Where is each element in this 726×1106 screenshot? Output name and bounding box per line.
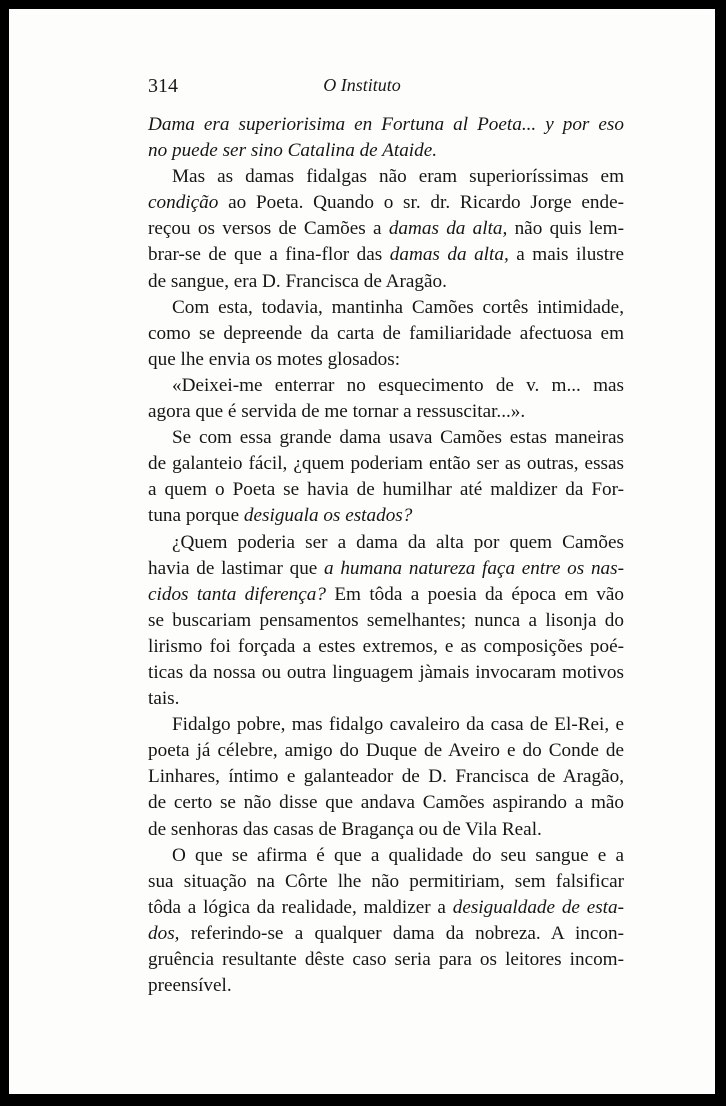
text-run: Linhares, íntimo e galanteador de D. Francisca de Aragão, (148, 766, 624, 788)
italic-run: desiguala os estados? (243, 505, 413, 527)
text-run: tôda a lógica da realidade, maldizer a (148, 896, 453, 918)
italic-run: a humana natureza faça entre os nas- (324, 557, 624, 579)
italic-run: dos, (148, 922, 180, 944)
text-run: de galanteio fácil, ¿quem poderiam então ser as outras, essas (148, 453, 624, 475)
text-run: O que se afirma é que a qualidade do seu sangue e a (172, 844, 624, 866)
italic-run: no puede ser sino Catalina de Ataide. (148, 140, 438, 162)
text-run: «Deixei-me enterrar no esquecimento de v. m... mas (172, 374, 624, 396)
text-run: como se depreende da carta de familiaridade afectuosa em (148, 322, 624, 344)
paragraph (148, 164, 624, 294)
text-run: de sangue, era D. Francisca de Aragão. (148, 270, 447, 292)
text-run: gruência resultante dêste caso seria para os leitores incom- (148, 949, 624, 970)
text-line (148, 738, 624, 764)
text-run: tais. (148, 688, 180, 710)
text-line (148, 921, 624, 947)
text-line (148, 399, 624, 425)
text-run: a mais ilustre (508, 244, 624, 266)
text-run: ¿Quem poderia ser a dama da alta por quem Camões (172, 531, 624, 553)
text-line (148, 634, 624, 660)
text-run: preensível. (148, 975, 232, 997)
text-run: Com esta, todavia, mantinha Camões cortês intimidade, (172, 296, 624, 318)
text-line (148, 817, 624, 843)
paragraph (148, 295, 624, 373)
text-line (148, 869, 624, 895)
text-line (148, 164, 624, 190)
page-header (9, 69, 715, 99)
text-run: ao Poeta. Quando o sr. dr. Ricardo Jorge ende- (218, 192, 624, 214)
text-run: lirismo foi forçada a estes extremos, e as composições poé- (148, 635, 624, 657)
book-page (9, 9, 715, 1094)
paragraph (148, 425, 624, 529)
body-text (148, 112, 624, 999)
text-line (148, 425, 624, 451)
text-line (148, 582, 624, 608)
paragraph (148, 712, 624, 842)
paragraph (148, 373, 624, 425)
text-line (148, 321, 624, 347)
text-run: poeta já célebre, amigo do Duque de Aveiro e do Conde de (148, 740, 624, 762)
text-run: havia de lastimar que (148, 557, 325, 579)
page-number: 314 (148, 75, 178, 97)
text-line (148, 190, 624, 216)
text-run: agora que é servida de me tornar a ressuscitar...». (148, 401, 526, 423)
italic-run: cidos tanta diferença? (148, 583, 326, 605)
text-run: de certo se não disse que andava Camões aspirando a mão (148, 792, 624, 814)
running-title: O Instituto (323, 75, 401, 95)
text-line (148, 295, 624, 321)
text-run: referindo-se a qualquer dama da nobreza. A incon- (179, 922, 624, 944)
text-line (148, 112, 624, 138)
text-line (148, 712, 624, 738)
text-line (148, 947, 624, 973)
text-run: a quem o Poeta se havia de humilhar até maldizer da For- (148, 479, 624, 501)
text-run: tuna porque (148, 505, 244, 527)
paragraph (148, 112, 624, 164)
text-line (148, 843, 624, 869)
text-line (148, 216, 624, 242)
text-run: reçou os versos de Camões a (148, 218, 389, 240)
text-line (148, 764, 624, 790)
text-line (148, 242, 624, 268)
text-line (148, 451, 624, 477)
italic-run: Dama era superiorisima en Fortuna al Poeta... y por eso (148, 114, 624, 135)
text-line (148, 660, 624, 686)
text-line (148, 790, 624, 816)
italic-run: damas da alta, (389, 244, 509, 266)
italic-run: condição (148, 192, 219, 214)
text-run: Em tôda a poesia da época em vão (325, 583, 624, 605)
text-run: sua situação na Côrte lhe não permitiriam, sem falsificar (148, 870, 624, 892)
text-line (148, 347, 624, 373)
text-line (148, 503, 624, 529)
paragraph (148, 530, 624, 713)
text-line (148, 138, 624, 164)
text-line (148, 556, 624, 582)
text-line (148, 895, 624, 921)
text-run: ticas da nossa ou outra linguagem jàmais invocaram motivos (148, 661, 624, 683)
text-run: brar-se de que a fina-flor das (148, 244, 390, 266)
text-line (148, 530, 624, 556)
paragraph (148, 843, 624, 1000)
text-run: de senhoras das casas de Bragança ou de Vila Real. (148, 818, 542, 840)
text-line (148, 477, 624, 503)
text-run: Se com essa grande dama usava Camões estas maneiras (172, 427, 624, 449)
text-line (148, 686, 624, 712)
text-run: Fidalgo pobre, mas fidalgo cavaleiro da casa de El-Rei, e (172, 714, 624, 736)
text-run: não quis lem- (507, 218, 624, 240)
text-line (148, 269, 624, 295)
italic-run: damas da alta, (388, 218, 508, 240)
text-line (148, 608, 624, 634)
italic-run: desigualdade de esta- (452, 896, 624, 918)
text-run: que lhe envia os motes glosados: (148, 348, 401, 370)
text-line (148, 973, 624, 999)
text-line (148, 373, 624, 399)
text-run: Mas as damas fidalgas não eram superioríssimas em (172, 166, 624, 188)
text-run: se buscariam pensamentos semelhantes; nunca a lisonja do (148, 609, 624, 631)
